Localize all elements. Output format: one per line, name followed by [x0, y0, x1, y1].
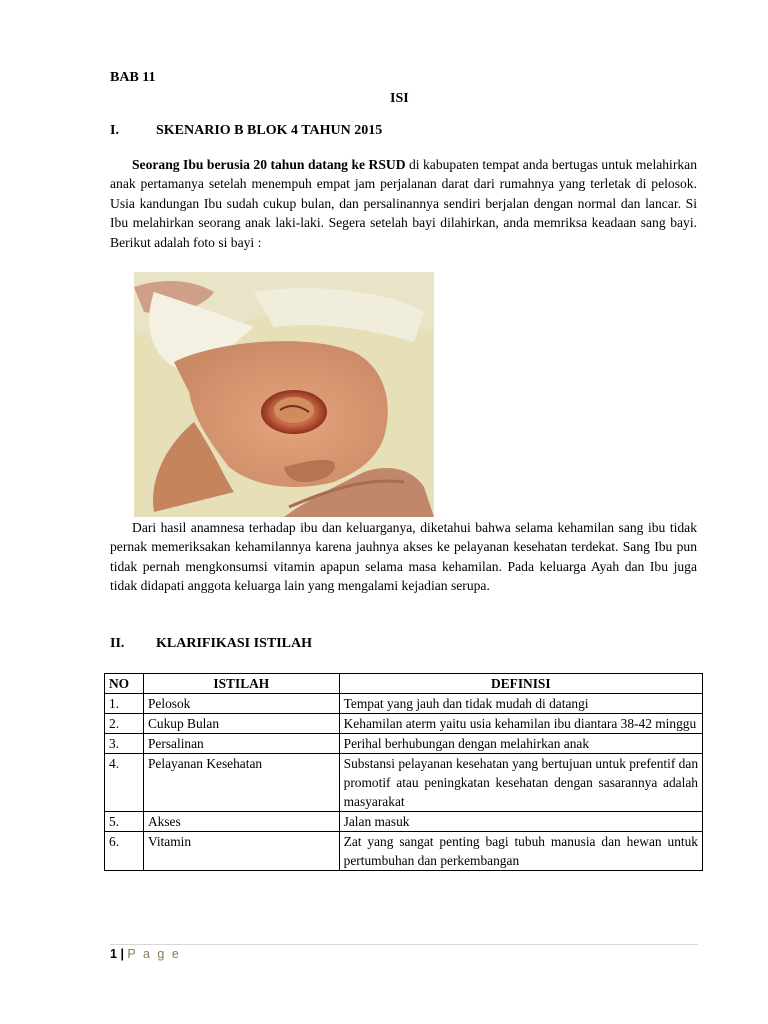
table-header-row: [105, 674, 703, 694]
row-definition: Zat yang sangat penting bagi tubuh manusia dan hewan untuk pertumbuhan dan perkembangan: [339, 832, 702, 871]
row-definition: Perihal berhubungan dengan melahirkan anak: [339, 734, 702, 754]
footer-rule: [110, 944, 698, 945]
table-row: [105, 754, 703, 812]
table-row: [105, 714, 703, 734]
row-term: Akses: [143, 812, 339, 832]
table-row: [105, 832, 703, 871]
row-term: Persalinan: [143, 734, 339, 754]
table-row: [105, 694, 703, 714]
header-istilah: ISTILAH: [143, 674, 339, 694]
page-footer: [110, 947, 181, 961]
baby-photo: [134, 272, 434, 517]
section2-number: II.: [110, 636, 125, 651]
table-row: [105, 812, 703, 832]
table-row: [105, 734, 703, 754]
page-label: P a g e: [127, 947, 181, 961]
scenario-body: di kabupaten tempat anda bertugas untuk melahirkan anak pertamanya setelah menempuh empat jam perjalanan darat dari rumahnya yang terletak di pelosok. Usia kandungan Ibu sudah cukup bulan, dan persalinannya sendiri berjalan dengan normal dan lancar. Si Ibu melahirkan seorang anak laki-laki. Segera setelah bayi dilahirkan, anda memriksa keadaan sang bayi. Berikut adalah foto si bayi :: [110, 157, 697, 250]
scenario-paragraph: [110, 155, 697, 252]
row-term: Cukup Bulan: [143, 714, 339, 734]
baby-illustration: [134, 272, 434, 517]
row-definition: Kehamilan aterm yaitu usia kehamilan ibu diantara 38-42 minggu: [339, 714, 702, 734]
row-term: Pelayanan Kesehatan: [143, 754, 339, 812]
row-no: 5.: [105, 812, 144, 832]
section1-number: I.: [110, 123, 119, 138]
header-definisi: DEFINISI: [339, 674, 702, 694]
definition-table: [104, 673, 703, 871]
subtitle-heading: ISI: [390, 91, 409, 106]
section1-title: SKENARIO B BLOK 4 TAHUN 2015: [156, 123, 383, 138]
row-term: Vitamin: [143, 832, 339, 871]
row-no: 1.: [105, 694, 144, 714]
anamnesis-paragraph: [110, 518, 697, 596]
page-separator: |: [120, 947, 124, 961]
chapter-heading: BAB 11: [110, 70, 156, 85]
scenario-lead: Seorang Ibu berusia 20 tahun datang ke RSUD: [132, 157, 406, 172]
page-number: 1: [110, 947, 117, 961]
row-no: 4.: [105, 754, 144, 812]
row-no: 3.: [105, 734, 144, 754]
row-term: Pelosok: [143, 694, 339, 714]
row-no: 2.: [105, 714, 144, 734]
row-definition: Tempat yang jauh dan tidak mudah di datangi: [339, 694, 702, 714]
anamnesis-text: Dari hasil anamnesa terhadap ibu dan keluarganya, diketahui bahwa selama kehamilan sang ibu tidak pernak memeriksakan kehamilannya karena jauhnya akses ke pelayanan kesehatan terdekat. Sang Ibu pun tidak pernah mengkonsumsi vitamin apapun selama masa kehamilan. Pada keluarga Ayah dan Ibu juga tidak didapati anggota keluarga lain yang mengalami kejadian serupa.: [110, 520, 697, 594]
header-no: NO: [105, 674, 144, 694]
section2-title: KLARIFIKASI ISTILAH: [156, 636, 312, 651]
row-definition: Substansi pelayanan kesehatan yang bertujuan untuk prefentif dan promotif atau peningkatan kesehatan dengan sasarannya adalah masyarakat: [339, 754, 702, 812]
row-no: 6.: [105, 832, 144, 871]
row-definition: Jalan masuk: [339, 812, 702, 832]
